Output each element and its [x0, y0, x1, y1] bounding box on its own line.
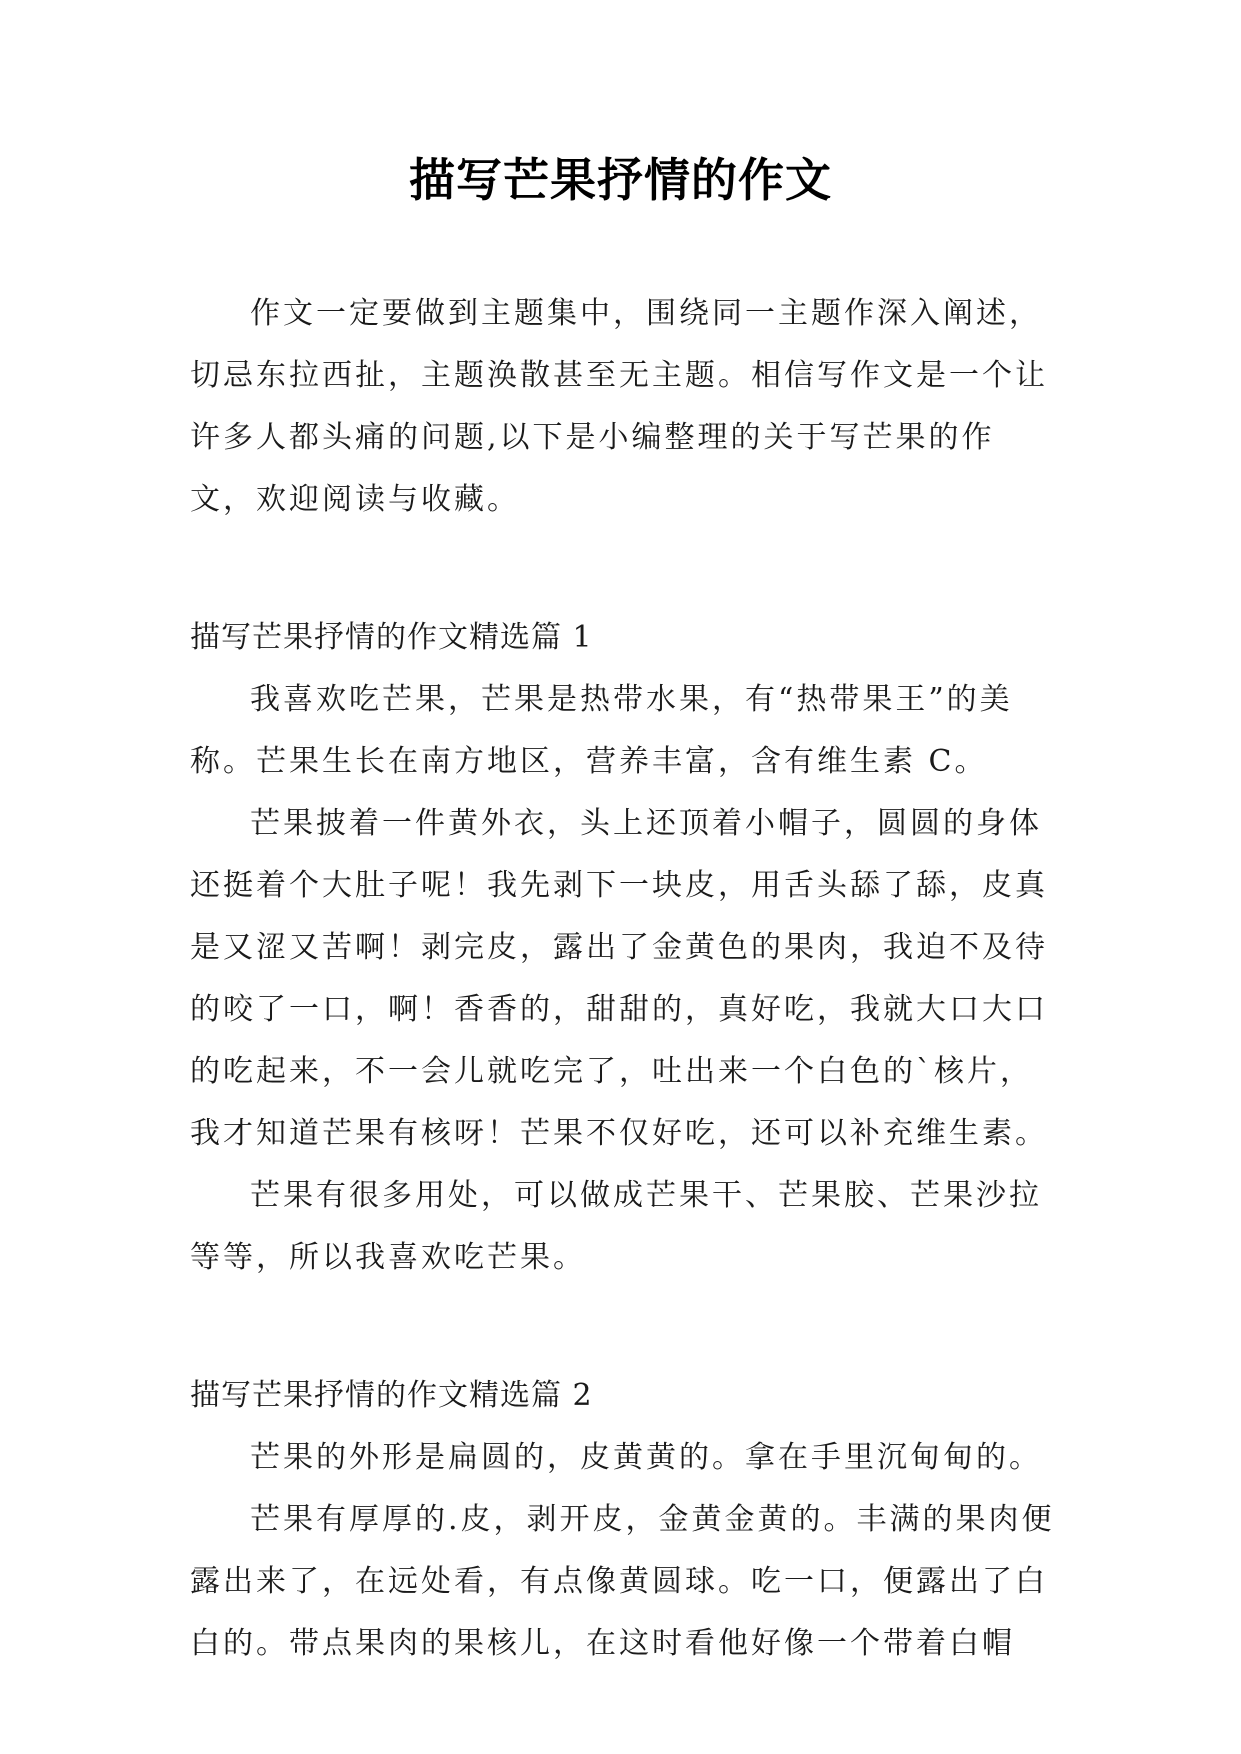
section-1-paragraph-3: 芒果有很多用处，可以做成芒果干、芒果胶、芒果沙拉等等，所以我喜欢吃芒果。 [190, 1178, 1042, 1275]
section-1 [190, 607, 1060, 1289]
section-2 [190, 1365, 1060, 1675]
section-1-heading: 描写芒果抒情的作文精选篇 1 [190, 620, 593, 655]
section-spacer [190, 1289, 1060, 1365]
section-spacer [190, 531, 1060, 607]
intro-paragraph: 作文一定要做到主题集中，围绕同一主题作深入阐述，切忌东拉西扯，主题涣散甚至无主题。相信写作文是一个让许多人都头痛的问题,以下是小编整理的关于写芒果的作文，欢迎阅读与收藏。 [190, 296, 1048, 517]
section-1-paragraph-1: 我喜欢吃芒果，芒果是热带水果，有“热带果王”的美称。芒果生长在南方地区，营养丰富，含有维生素 C。 [190, 682, 1013, 779]
section-2-heading: 描写芒果抒情的作文精选篇 2 [190, 1378, 593, 1413]
document-title: 描写芒果抒情的作文 [409, 153, 832, 207]
document-body [190, 283, 1060, 1675]
section-1-paragraph-2: 芒果披着一件黄外衣，头上还顶着小帽子，圆圆的身体还挺着个大肚子呢！我先剥下一块皮，用舌头舔了舔，皮真是又涩又苦啊！剥完皮，露出了金黄色的果肉，我迫不及待的咬了一口，啊！香香的，甜甜的，真好吃，我就大口大口的吃起来，不一会儿就吃完了，吐出来一个白色的`核片，我才知道芒果有核呀！芒果不仅好吃，还可以补充维生素。 [190, 806, 1048, 1151]
section-2-paragraph-2: 芒果有厚厚的.皮，剥开皮，金黄金黄的。丰满的果肉便露出来了，在远处看，有点像黄圆球。吃一口，便露出了白白的。带点果肉的果核儿，在这时看他好像一个带着白帽 [190, 1502, 1055, 1661]
section-2-paragraph-1: 芒果的外形是扁圆的，皮黄黄的。拿在手里沉甸甸的。 [250, 1440, 1042, 1475]
